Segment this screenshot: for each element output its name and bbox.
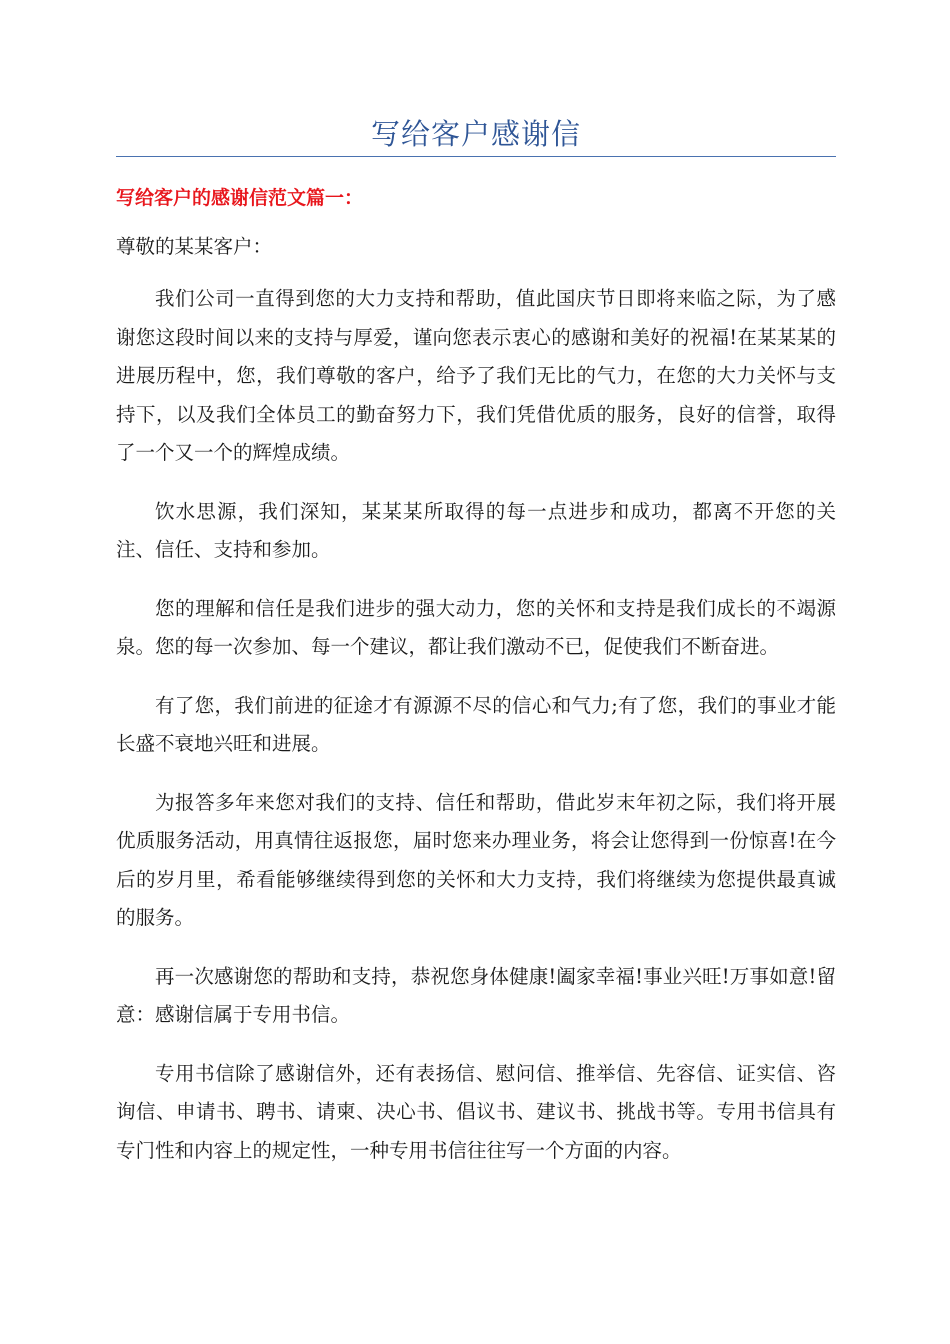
body-paragraph: 您的理解和信任是我们进步的强大动力，您的关怀和支持是我们成长的不竭源泉。您的每一次参加、每一个建议，都让我们激动不已，促使我们不断奋进。 bbox=[116, 596, 836, 658]
body-paragraph: 我们公司一直得到您的大力支持和帮助，值此国庆节日即将来临之际，为了感谢您这段时间以来的支持与厚爱，谨向您表示衷心的感谢和美好的祝福!在某某某的进展历程中，您，我们尊敬的客户，给予了我们无比的气力，在您的大力关怀与支持下，以及我们全体员工的勤奋努力下，我们凭借优质的服务，良好的信誉，取得了一个又一个的辉煌成绩。 bbox=[116, 287, 836, 464]
body-paragraph: 有了您，我们前进的征途才有源源不尽的信心和气力;有了您，我们的事业才能长盛不衰地兴旺和进展。 bbox=[116, 693, 836, 755]
section-heading: 写给客户的感谢信范文篇一： bbox=[116, 187, 364, 209]
salutation: 尊敬的某某客户： bbox=[116, 235, 273, 258]
body-paragraph: 再一次感谢您的帮助和支持，恭祝您身体健康!阖家幸福!事业兴旺!万事如意!留意：感谢信属于专用书信。 bbox=[116, 964, 836, 1026]
document-title: 写给客户感谢信 bbox=[370, 117, 581, 151]
title-divider bbox=[116, 156, 836, 157]
body-paragraph: 为报答多年来您对我们的支持、信任和帮助，借此岁末年初之际，我们将开展优质服务活动，用真情往返报您，届时您来办理业务，将会让您得到一份惊喜!在今后的岁月里，希看能够继续得到您的关怀和大力支持，我们将继续为您提供最真诚的服务。 bbox=[116, 790, 836, 929]
body-paragraph: 专用书信除了感谢信外，还有表扬信、慰问信、推举信、先容信、证实信、咨询信、申请书、聘书、请柬、决心书、倡议书、建议书、挑战书等。专用书信具有专门性和内容上的规定性，一种专用书信往往写一个方面的内容。 bbox=[116, 1061, 836, 1162]
document-page bbox=[116, 0, 836, 1170]
body-paragraph: 饮水思源，我们深知，某某某所取得的每一点进步和成功，都离不开您的关注、信任、支持和参加。 bbox=[116, 499, 836, 561]
